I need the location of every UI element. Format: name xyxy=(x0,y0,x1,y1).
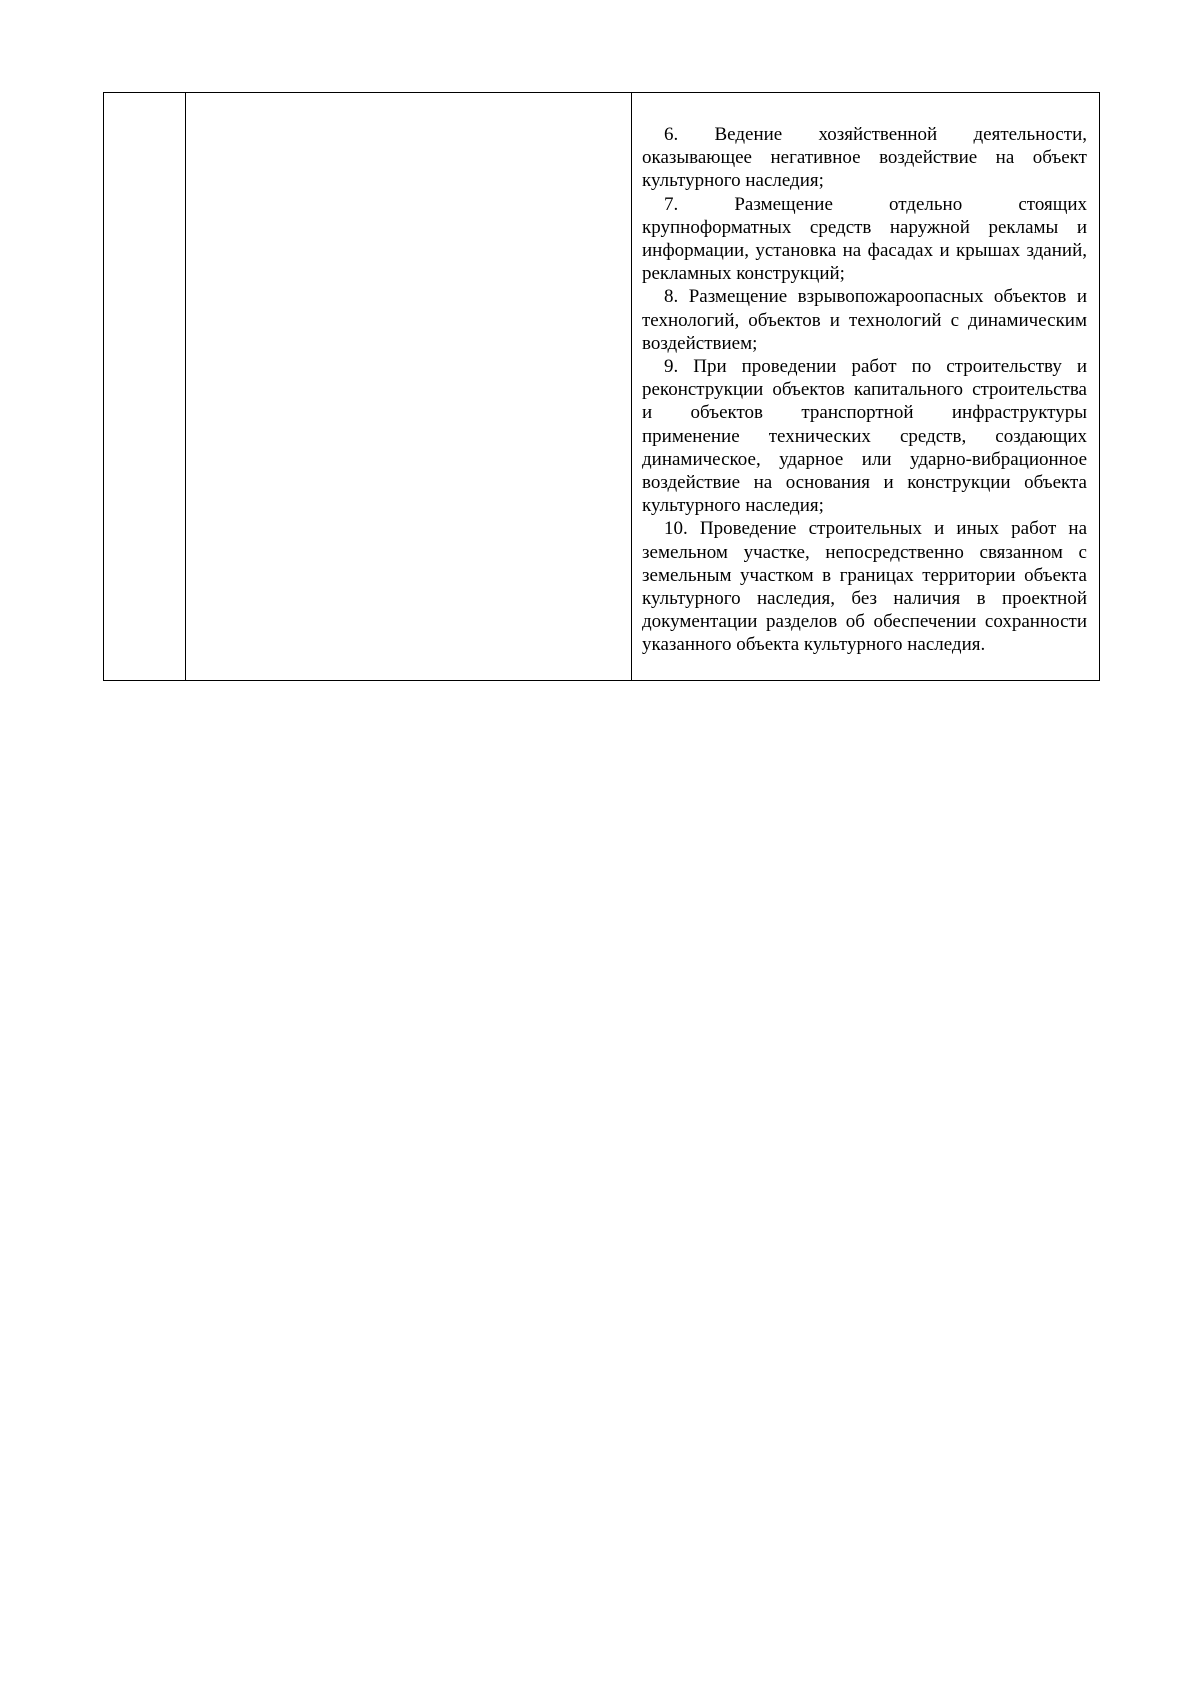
requirements-table xyxy=(103,92,1100,681)
table-row xyxy=(104,93,1100,681)
list-item: 8. Размещение взрывопожароопасных объектов и технологий, объектов и технологий с динамическим воздействием; xyxy=(642,286,1087,354)
cell-requirements xyxy=(632,93,1100,681)
cell-number xyxy=(104,93,186,681)
list-item: 6. Ведение хозяйственной деятельности, оказывающее негативное воздействие на объект культурного наследия; xyxy=(642,124,1087,192)
list-item: 10. Проведение строительных и иных работ на земельном участке, непосредственно связанном с земельным участком в границах территории объекта культурного наследия, без наличия в проектной документации разделов об обеспечении сохранности указанного объекта культурного наследия. xyxy=(642,518,1087,656)
cell-object-name xyxy=(186,93,632,681)
requirements-list xyxy=(632,93,1099,657)
list-item: 7. Размещение отдельно стоящих крупноформатных средств наружной рекламы и информации, установка на фасадах и крышах зданий, рекламных конструкций; xyxy=(642,193,1087,285)
list-item: 9. При проведении работ по строительству и реконструкции объектов капитального строительства и объектов транспортной инфраструктуры применение технических средств, создающих динамическое, ударное или ударно-вибрационное воздействие на основания и конструкции объекта культурного наследия; xyxy=(642,356,1087,517)
